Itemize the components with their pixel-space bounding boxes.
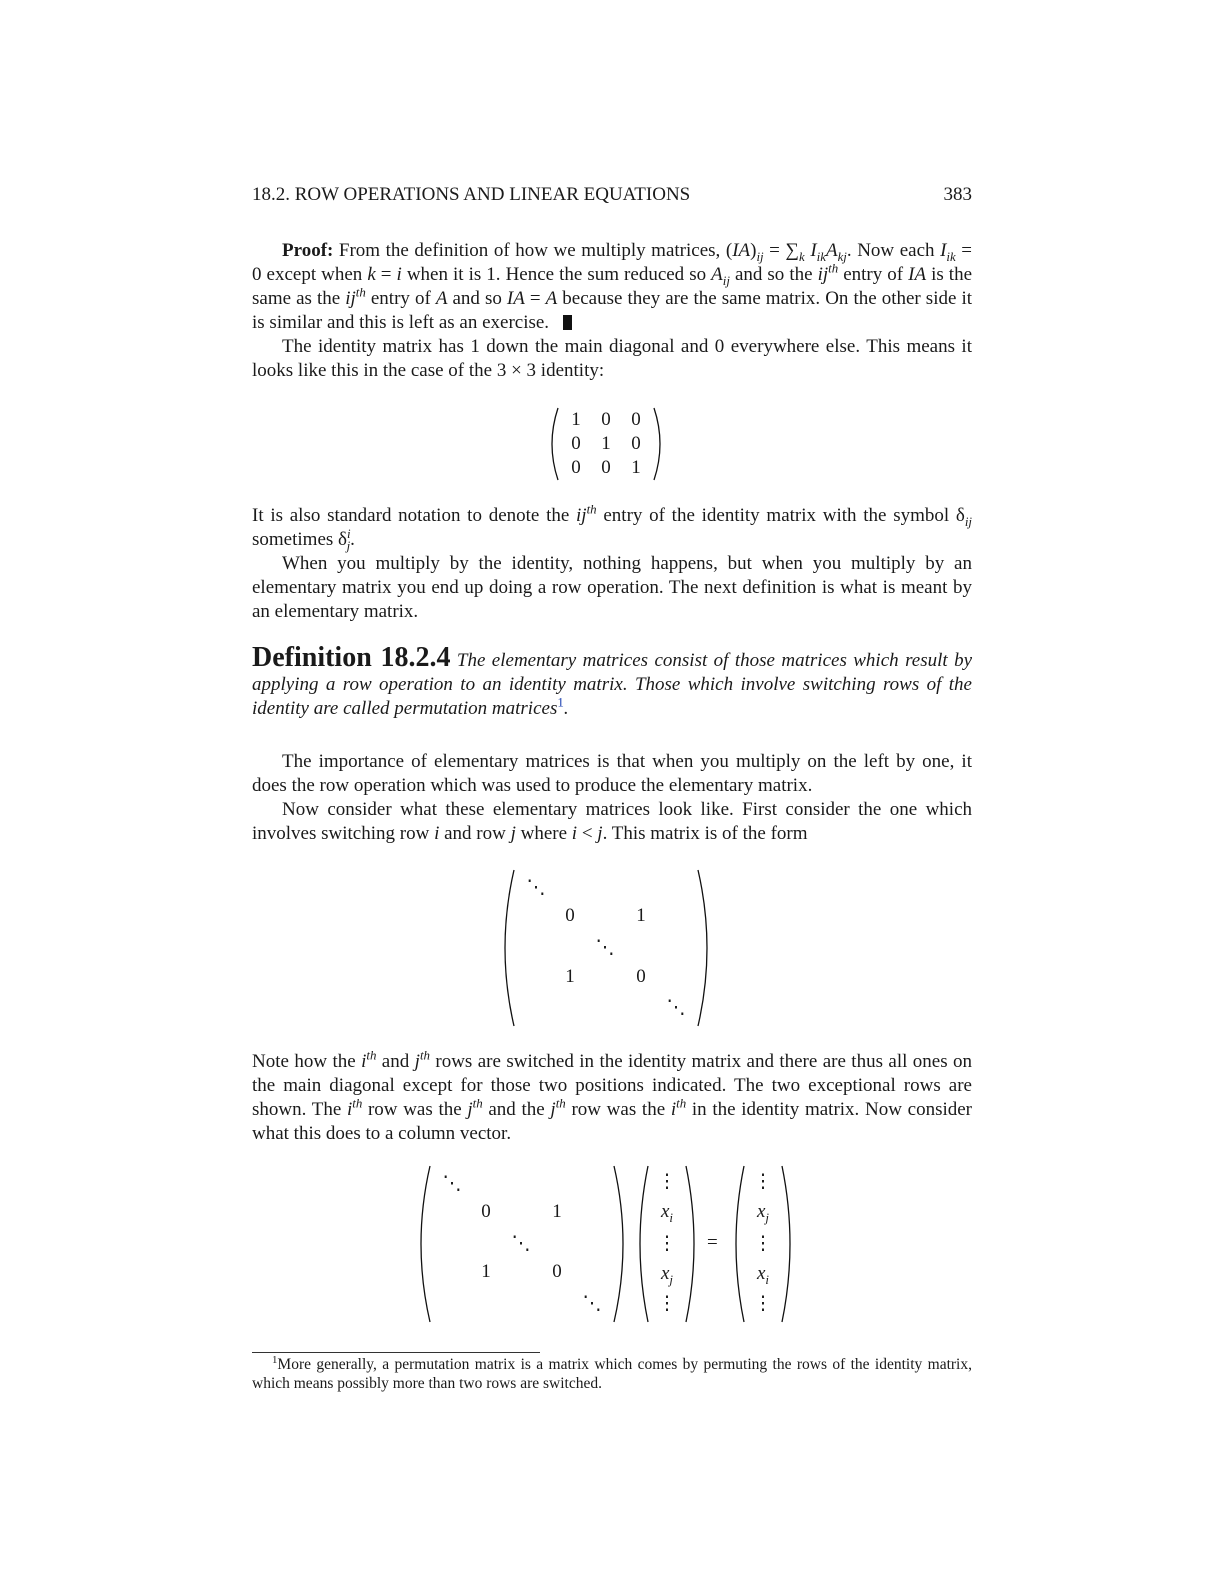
importance-paragraph: The importance of elementary matrices is that when you multiply on the left by one, it does the row operation which was used to produce the elementary matrix. bbox=[252, 751, 972, 796]
permutation-matrix bbox=[500, 868, 712, 1028]
identity-cell: 1 bbox=[571, 409, 581, 430]
section-title: 18.2. ROW OPERATIONS AND LINEAR EQUATIONS bbox=[252, 184, 691, 205]
importance-block bbox=[252, 750, 972, 846]
consider-paragraph: Now consider what these elementary matrices look like. First consider the one which involves switching row i and row j where i < j. This matrix is of the form bbox=[252, 799, 972, 844]
eq-cell-jj: 0 bbox=[552, 1261, 562, 1282]
footnote-mark: 1 bbox=[272, 1353, 278, 1366]
delta-block: It is also standard notation to denote the $ij^{th}$ entry of the identity matrix with the symbol $\delta_{ij}$ sometimes $\delta^i_j$. When you multiply by the identity, nothing happens, but when you multiply by an elementary matrix you end up doing a row operation. The next definition is what is meant by an elementary matrix. bbox=[252, 501, 972, 622]
input-vector-entry: $x_j$ bbox=[660, 1263, 674, 1287]
diagonal-dots: ⋱ bbox=[582, 1293, 602, 1315]
output-vector-entry: ⋮ bbox=[753, 1293, 773, 1315]
output-vector-entry: $x_i$ bbox=[756, 1263, 770, 1287]
eq-cell-ij: 1 bbox=[552, 1201, 562, 1222]
footnote bbox=[252, 1355, 972, 1393]
note-paragraph: Note how the $i^{th}$ and $j^{th}$ rows are switched in the identity matrix and there are thus all ones on the main diagonal except for those two positions indicated. The two exceptional rows are shown. The $i^{th}$ row was the $j^{th}$ and the $j^{th}$ row was the $i^{th}$ in the identity matrix. Now consider what this does to a column vector. bbox=[252, 1047, 973, 1144]
diagonal-dots: ⋱ bbox=[595, 937, 615, 959]
perm-cell-jj: 0 bbox=[636, 966, 646, 987]
output-vector-entry: ⋮ bbox=[753, 1233, 773, 1255]
diagonal-dots: ⋱ bbox=[666, 997, 686, 1019]
multiply-paragraph: When you multiply by the identity, nothing happens, but when you multiply by an elementary matrix you end up doing a row operation. The next definition is what is meant by an elementary matrix. bbox=[252, 553, 972, 622]
page-number: 383 bbox=[943, 184, 972, 205]
input-vector-entry: ⋮ bbox=[657, 1171, 677, 1193]
identity-cell: 0 bbox=[601, 409, 611, 430]
qed-symbol bbox=[563, 315, 572, 330]
definition-text: The elementary matrices consist of those matrices which result by applying a row operation to an identity matrix. Those which involve switching rows of the identity are called permutation matrices bbox=[252, 650, 972, 719]
identity-cell: 0 bbox=[571, 457, 581, 478]
identity-cell: 1 bbox=[631, 457, 641, 478]
input-vector-entry: ⋮ bbox=[657, 1293, 677, 1315]
footnote-text: More generally, a permutation matrix is a matrix which comes by permuting the rows of the identity matrix, which means possibly more than two rows are switched. bbox=[252, 1356, 972, 1392]
eq-cell-ii: 0 bbox=[481, 1201, 491, 1222]
identity-cell: 0 bbox=[631, 409, 641, 430]
output-vector-entry: $x_j$ bbox=[756, 1201, 770, 1225]
diagonal-dots: ⋱ bbox=[511, 1233, 531, 1255]
footnote-reference[interactable]: 1 bbox=[557, 694, 564, 710]
footnote-rule bbox=[252, 1352, 540, 1353]
identity-intro: The identity matrix has 1 down the main diagonal and 0 everywhere else. This means it looks like this in the case of the 3 × 3 identity: bbox=[252, 336, 972, 381]
input-vector-entry: ⋮ bbox=[657, 1233, 677, 1255]
diagonal-dots: ⋱ bbox=[442, 1173, 462, 1195]
input-vector-entry: $x_i$ bbox=[660, 1201, 674, 1225]
equals-sign: = bbox=[707, 1232, 718, 1253]
running-header bbox=[252, 184, 972, 206]
identity-cell: 0 bbox=[571, 433, 581, 454]
identity-matrix bbox=[548, 406, 664, 482]
output-vector bbox=[732, 1164, 794, 1324]
proof-paragraph: Proof: From the definition of how we multiply matrices, $(IA)_{ij} = \sum_k$ $I_{ik}A_{kj}$. Now each $I_{ik} = 0$ except when k = i when it is 1. Hence the sum reduced so $A_{ij}$ and so the $ij^{th}$ entry of IA is the same as the $ij^{th}$ entry of A and so IA = A because they are the same matrix. On the other side it is similar and this is left as an exercise. The identity matrix has 1 down the main diagonal and 0 everywhere else. This means it looks like this in the case of the 3 × 3 identity: bbox=[252, 240, 973, 381]
perm-cell-ji: 1 bbox=[565, 966, 575, 987]
eq-cell-ji: 1 bbox=[481, 1261, 491, 1282]
identity-cell: 1 bbox=[601, 433, 611, 454]
definition-label: Definition 18.2.4 bbox=[252, 642, 451, 673]
proof-label: Proof: bbox=[282, 240, 334, 261]
perm-cell-ii: 0 bbox=[565, 905, 575, 926]
equation-matrix bbox=[416, 1164, 628, 1324]
perm-cell-ij: 1 bbox=[636, 905, 646, 926]
diagonal-dots: ⋱ bbox=[526, 877, 546, 899]
identity-cell: 0 bbox=[601, 457, 611, 478]
identity-cell: 0 bbox=[631, 433, 641, 454]
definition-block: Definition 18.2.4 The elementary matrices consist of those matrices which result by applying a row operation to an identity matrix. Those which involve switching rows of the identity are called permutation matrices$^1$. bbox=[252, 642, 972, 719]
output-vector-entry: ⋮ bbox=[753, 1171, 773, 1193]
input-vector bbox=[636, 1164, 698, 1324]
